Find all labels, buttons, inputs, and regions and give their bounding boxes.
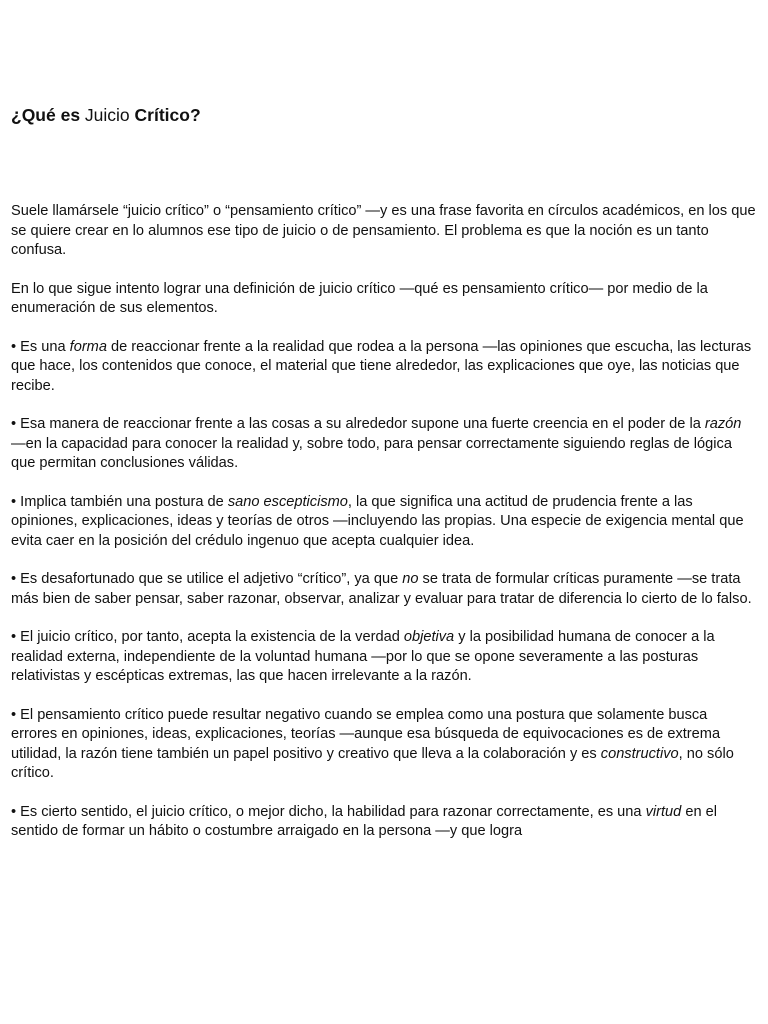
paragraph-text: • El pensamiento crítico puede resultar negativo cuando se emplea como una postura que solamente busca errores en opiniones, ideas, explicaciones, teorías —aunque esa búsqueda de equivocaciones es de extrema utilidad, la razón tiene también un papel positivo y creativo que lleva a la colaboración y es bbox=[11, 706, 721, 762]
article-body bbox=[11, 202, 756, 861]
bullet-razon bbox=[11, 415, 756, 474]
paragraph-text: • El juicio crítico, por tanto, acepta la existencia de la verdad bbox=[11, 629, 404, 645]
emphasis-text: no bbox=[402, 571, 419, 587]
bullet-escepticismo bbox=[11, 493, 756, 552]
paragraph-text: • Implica también una postura de bbox=[11, 493, 228, 510]
emphasis-text: razón bbox=[704, 416, 742, 432]
emphasis-text: sano escepticismo bbox=[227, 493, 348, 510]
title-part-3: Crítico? bbox=[134, 105, 201, 125]
bullet-forma bbox=[11, 338, 756, 397]
bullet-verdad-objetiva bbox=[11, 628, 756, 687]
bullet-constructivo bbox=[11, 706, 756, 784]
paragraph-definition bbox=[11, 280, 756, 319]
title-part-2: Juicio bbox=[80, 105, 135, 125]
paragraph-text: • Es cierto sentido, el juicio crítico, o mejor dicho, la habilidad para razonar correctamente, es una bbox=[11, 803, 646, 820]
paragraph-text: • Es una bbox=[11, 338, 70, 355]
bullet-adjetivo-critico bbox=[11, 570, 756, 609]
paragraph-text: En lo que sigue intento lograr una definición de juicio crítico —qué es pensamiento crítico— por medio de la enumeración de sus elementos. bbox=[11, 280, 708, 316]
paragraph-text: se trata de formular críticas puramente —se trata más bien de saber pensar, saber razonar, observar, analizar y evaluar para tratar de diferencia lo cierto de lo falso. bbox=[11, 571, 752, 607]
paragraph-text: y la posibilidad humana de conocer a la realidad externa, independiente de la voluntad humana —por lo que se opone severamente a las posturas relativistas y escépticas extremas, las que hacen irrelevante a la razón. bbox=[11, 629, 715, 684]
emphasis-text: constructivo bbox=[600, 745, 679, 762]
title-part-1: ¿Qué es bbox=[11, 105, 81, 125]
paragraph-text: • Es desafortunado que se utilice el adjetivo “crítico”, ya que bbox=[11, 571, 403, 587]
paragraph-text: • Esa manera de reaccionar frente a las cosas a su alrededor supone una fuerte creencia en el poder de la bbox=[11, 416, 705, 432]
page-title bbox=[11, 104, 201, 126]
paragraph-text: en el sentido de formar un hábito o costumbre arraigado en la persona —y que logra bbox=[11, 803, 717, 839]
bullet-virtud bbox=[11, 803, 756, 842]
emphasis-text: virtud bbox=[645, 803, 682, 820]
emphasis-text: forma bbox=[69, 338, 107, 355]
emphasis-text: objetiva bbox=[403, 629, 455, 645]
paragraph-text: , no sólo crítico. bbox=[11, 745, 734, 781]
paragraph-intro bbox=[11, 202, 756, 261]
paragraph-text: de reaccionar frente a la realidad que rodea a la persona —las opiniones que escucha, las lecturas que hace, los contenidos que conoce, el material que tiene alrededor, las explicaciones que oye, las noticias que recibe. bbox=[11, 338, 752, 394]
paragraph-text: —en la capacidad para conocer la realidad y, sobre todo, para pensar correctamente siguiendo reglas de lógica que permitan conclusiones válidas. bbox=[11, 435, 732, 471]
paragraph-text: , la que significa una actitud de prudencia frente a las opiniones, explicaciones, ideas y teorías de otros —incluyendo las propias. Una especie de exigencia mental que evita caer en la posición del crédulo ingenuo que acepta cualquier idea. bbox=[11, 493, 744, 549]
paragraph-text: Suele llamársele “juicio crítico” o “pensamiento crítico” —y es una frase favorita en círculos académicos, en los que se quiere crear en lo alumnos ese tipo de juicio o de pensamiento. El problema es que la noción es un tanto confusa. bbox=[11, 203, 756, 258]
